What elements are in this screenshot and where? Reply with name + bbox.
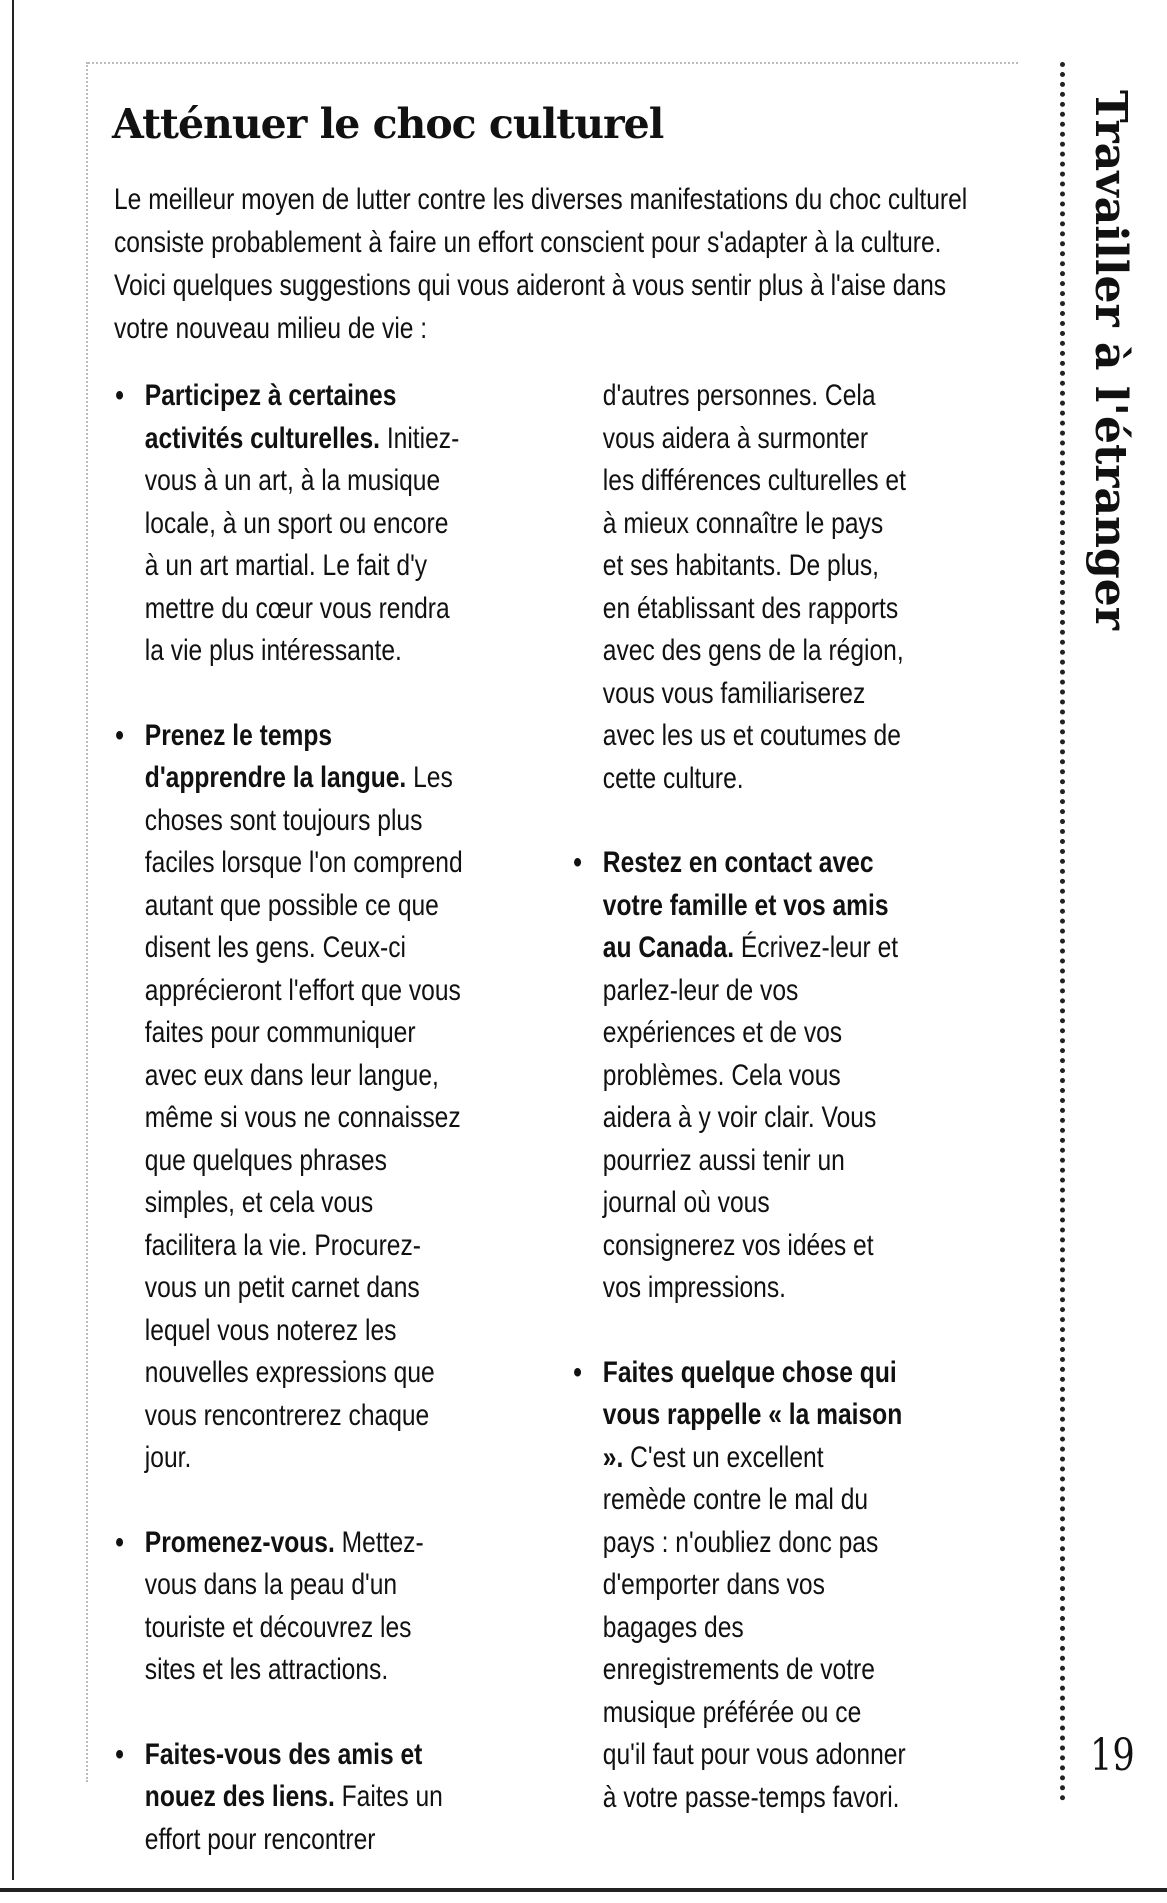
bullet-title: Promenez-vous. [144,1525,335,1559]
bullet-glyph: • [573,1355,582,1389]
sidebar-section-title: Travailler à l'étranger [1085,90,1136,630]
bullet-title: Restez en contact avec votre famille et vos amis au Canada. [602,846,889,964]
bullet-item [112,375,465,673]
bullet-glyph: • [115,718,124,752]
page-title: Atténuer le choc culturel [112,100,664,148]
continued-paragraph: d'autres personnes. Cela vous aidera à surmonter les différences culturelles et à mieux connaître le pays et ses habitants. De plus, en établissant des rapports avec des gens de la région, vous vous familiariserez avec les us et coutumes de cette culture. [602,379,906,795]
bullet-body: Écrivez-leur et parlez-leur de vos expériences et de vos problèmes. Cela vous aidera à y voir clair. Vous pourriez aussi tenir un journal où vous consignerez vos idées et vos impressions. [602,931,899,1304]
page-edge-left [12,0,14,1880]
bullet-item [112,1522,465,1692]
bullet-item [112,1734,465,1862]
bullet-item [112,715,465,1480]
bullet-title: Faites quelque chose qui vous rappelle « la maison ». [602,1355,903,1474]
sidebar-dotted-rule [1060,62,1065,1802]
intro-paragraph: Le meilleur moyen de lutter contre les diverses manifestations du choc culturel consiste probablement à faire un effort conscient pour s'adapter à la culture. Voici quelques suggestions qui vous aideront à vous sentir plus à l'aise dans votre nouveau milieu de vie : [114,183,968,345]
left-column [112,375,465,1903]
frame-top-rule [88,62,1018,64]
bullet-item [570,1352,906,1820]
bullet-title: Participez à certaines activités culturelles. [144,379,397,455]
bullet-glyph: • [115,1737,124,1771]
right-column [570,375,906,1861]
bullet-item [570,842,906,1310]
bullet-title: Faites-vous des amis et nouez des liens. [144,1737,423,1813]
bullet-glyph: • [573,846,582,879]
frame-left-rule [86,62,88,1782]
bullet-body: C'est un excellent remède contre le mal du pays : n'oubliez donc pas d'emporter dans vos bagages des enregistrements de votre musique préférée ou ce qu'il faut pour vous adonner à votre passe-temps favori. [602,1440,906,1814]
bullet-body: Initiez-vous à un art, à la musique locale, à un sport ou encore à un art martial. Le fait d'y mettre du cœur vous rendra la vie plus intéressante. [144,421,460,667]
bullet-title: Prenez le temps d'apprendre la langue. [144,718,407,794]
bullet-body: Mettez-vous dans la peau d'un touriste et découvrez les sites et les attractions. [144,1525,424,1686]
bullet-body: Les choses sont toujours plus faciles lorsque l'on comprend autant que possible ce que disent les gens. Ceux-ci apprécieront l'effort que vous faites pour communiquer avec eux dans leur langue, même si vous ne connaissez que quelques phrases simples, et cela vous facilitera la vie. Procurez-vous un petit carnet dans lequel vous noterez les nouvelles expressions que vous rencontrerez chaque jour. [144,761,463,1474]
bullet-body: Faites un effort pour rencontrer [144,1780,443,1856]
bullet-glyph: • [115,379,124,412]
bullet-glyph: • [115,1525,124,1559]
page-number: 19 [1090,1730,1135,1781]
